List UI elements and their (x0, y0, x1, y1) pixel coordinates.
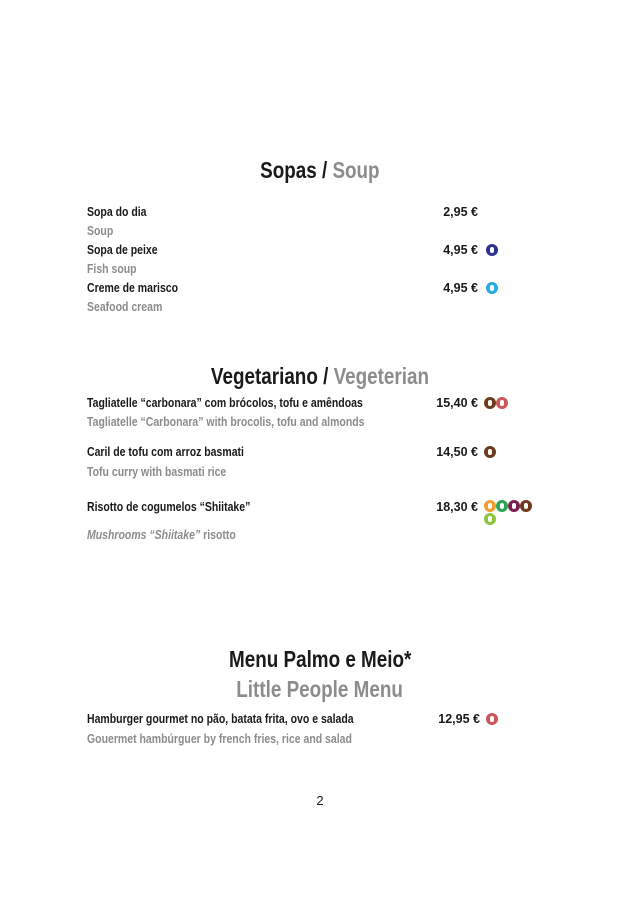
section-title-kids (0, 645, 640, 673)
item-price: 4,95 € (443, 281, 478, 295)
item-translation: Tofu curry with basmati rice (87, 465, 227, 479)
translation-italic: Mushrooms “Shiitake” (87, 528, 201, 542)
item-name: Sopa de peixe (87, 243, 158, 257)
gluten-allergen-icon (486, 713, 498, 725)
title-en: Little People Menu (236, 676, 404, 702)
item-price: 12,95 € (438, 712, 480, 726)
celery-allergen-icon (496, 500, 508, 512)
title-pt: Menu Palmo e Meio* (228, 646, 412, 672)
item-name: Sopa do dia (87, 205, 147, 219)
item-translation: Tagliatelle “Carbonara” with brocolis, tofu and almonds (87, 415, 365, 429)
item-translation: Soup (87, 224, 114, 238)
crustacean-allergen-icon (486, 282, 498, 294)
section-subtitle-kids (0, 675, 640, 703)
fish-allergen-icon (486, 244, 498, 256)
item-name: Hamburger gourmet no pão, batata frita, ovo e salada (87, 712, 354, 726)
section-title-vegetarian (0, 362, 640, 390)
item-name: Risotto de cogumelos “Shiitake” (87, 500, 251, 514)
title-pt: Vegetariano / (210, 363, 329, 389)
gluten-allergen-icon (496, 397, 508, 409)
lupin-allergen-icon (484, 513, 496, 525)
title-en: Vegeterian (333, 363, 430, 389)
item-name: Tagliatelle “carbonara” com brócolos, tofu e amêndoas (87, 396, 363, 410)
item-price: 14,50 € (436, 445, 478, 459)
soy-allergen-icon (484, 397, 496, 409)
translation-rest: risotto (200, 528, 236, 542)
sulphites-allergen-icon (508, 500, 520, 512)
title-pt: Sopas / (260, 157, 328, 183)
item-translation (87, 528, 236, 543)
page-number: 2 (316, 793, 324, 808)
item-translation: Fish soup (87, 262, 137, 276)
item-price: 4,95 € (443, 243, 478, 257)
item-price: 15,40 € (436, 396, 478, 410)
item-price: 2,95 € (443, 205, 478, 219)
item-name: Creme de marisco (87, 281, 179, 295)
soy-allergen-icon (520, 500, 532, 512)
item-price: 18,30 € (436, 500, 478, 514)
item-translation: Seafood cream (87, 300, 163, 314)
milk-allergen-icon (484, 500, 496, 512)
soy-allergen-icon (484, 446, 496, 458)
item-name: Caril de tofu com arroz basmati (87, 445, 244, 459)
title-en: Soup (332, 157, 380, 183)
item-translation: Gouermet hambúrguer by french fries, rice and salad (87, 732, 352, 746)
section-title-soups (0, 156, 640, 184)
